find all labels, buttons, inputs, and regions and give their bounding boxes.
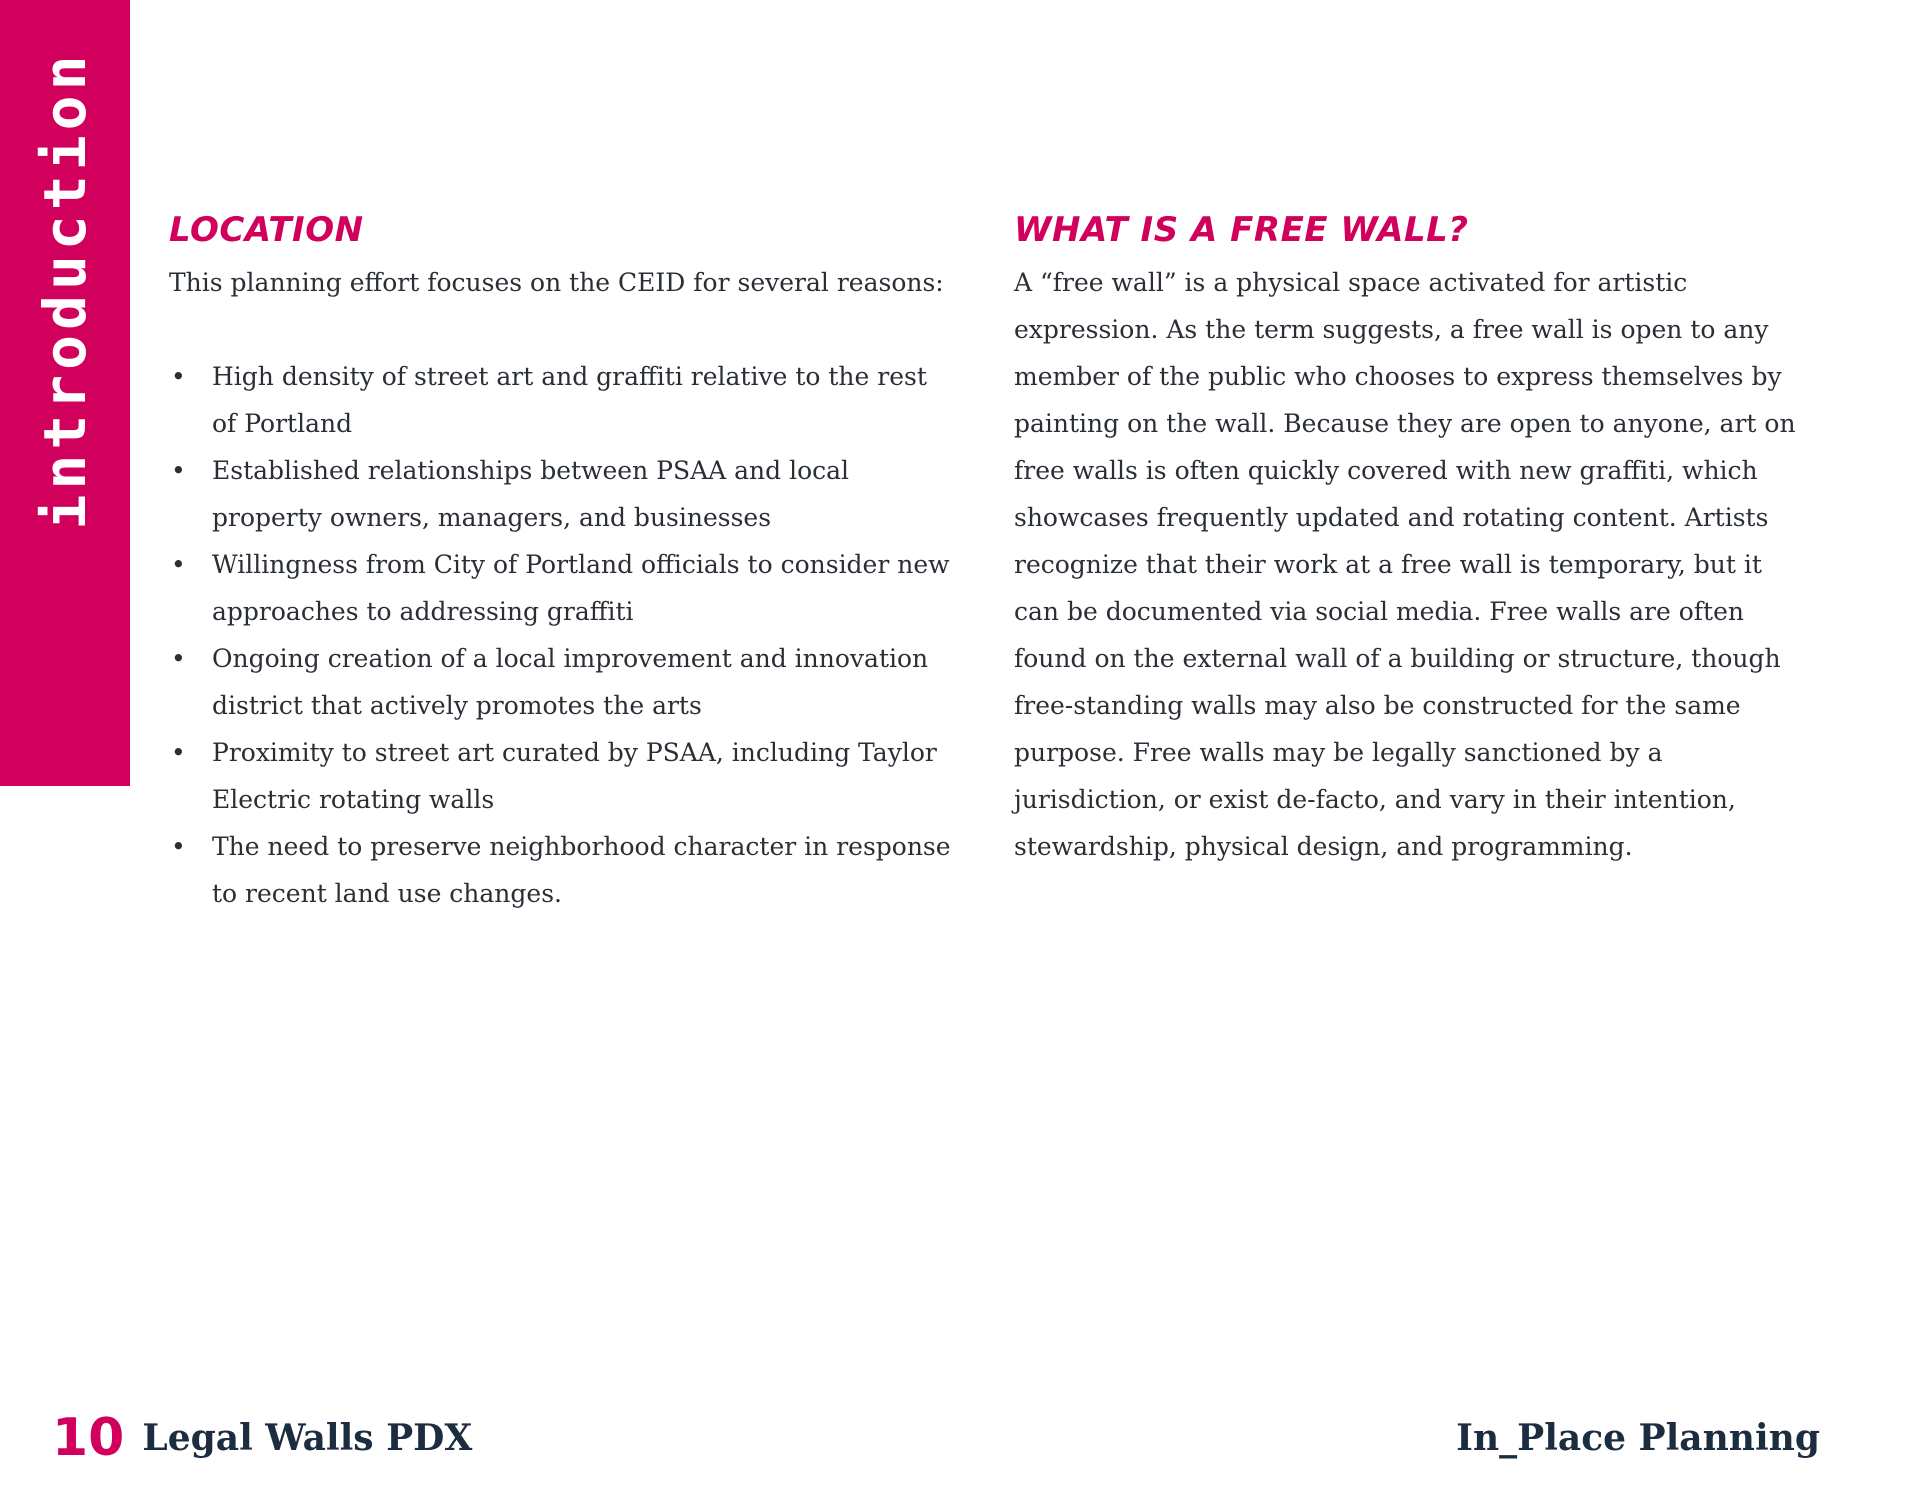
reason-text: Willingness from City of Portland officials to consider new approaches to addressing graffiti — [212, 550, 950, 626]
reason-text: High density of street art and graffiti relative to the rest of Portland — [212, 362, 927, 438]
location-intro: This planning effort focuses on the CEID for several reasons: — [169, 268, 944, 297]
reason-text: The need to preserve neighborhood character in response to recent land use changes. — [212, 832, 951, 908]
document-title: Legal Walls PDX — [142, 1417, 473, 1459]
organization-name: In_Place Planning — [1456, 1417, 1820, 1459]
free-wall-heading: WHAT IS A FREE WALL? — [1014, 210, 1469, 250]
location-heading: LOCATION — [169, 210, 364, 250]
section-label: introduction — [31, 50, 99, 530]
page-number: 10 — [52, 1408, 125, 1468]
footer-left — [52, 1403, 472, 1473]
free-wall-column — [1014, 205, 1814, 870]
bullet-icon: • — [171, 456, 186, 485]
bullet-icon: • — [171, 738, 186, 767]
reason-text: Established relationships between PSAA and local property owners, managers, and businesses — [212, 456, 850, 532]
reason-item — [169, 353, 959, 447]
location-column — [169, 205, 959, 917]
footer-right — [1456, 1403, 1820, 1473]
free-wall-body: A “free wall” is a physical space activated for artistic expression. As the term suggests, a free wall is open to any member of the public who chooses to express themselves by painting on the wall. Because they are open to anyone, art on free walls is often quickly covered with new graffiti, which showcases frequently updated and rotating content. Artists recognize that their work at a free wall is temporary, but it can be documented via social media. Free walls are often found on the external wall of a building or structure, though free-standing walls may also be constructed for the same purpose. Free walls may be legally sanctioned by a jurisdiction, or exist de-facto, and vary in their intention, stewardship, physical design, and programming. — [1014, 268, 1796, 861]
reason-item — [169, 447, 959, 541]
reason-item — [169, 541, 959, 635]
reason-item — [169, 635, 959, 729]
reason-item — [169, 729, 959, 823]
reason-text: Ongoing creation of a local improvement and innovation district that actively promotes the arts — [212, 644, 929, 720]
bullet-icon: • — [171, 644, 186, 673]
bullet-icon: • — [171, 550, 186, 579]
section-sidebar — [0, 0, 130, 786]
bullet-icon: • — [171, 362, 186, 391]
reasons-list — [169, 353, 959, 917]
bullet-icon: • — [171, 832, 186, 861]
reason-text: Proximity to street art curated by PSAA, including Taylor Electric rotating walls — [212, 738, 937, 814]
reason-item — [169, 823, 959, 917]
